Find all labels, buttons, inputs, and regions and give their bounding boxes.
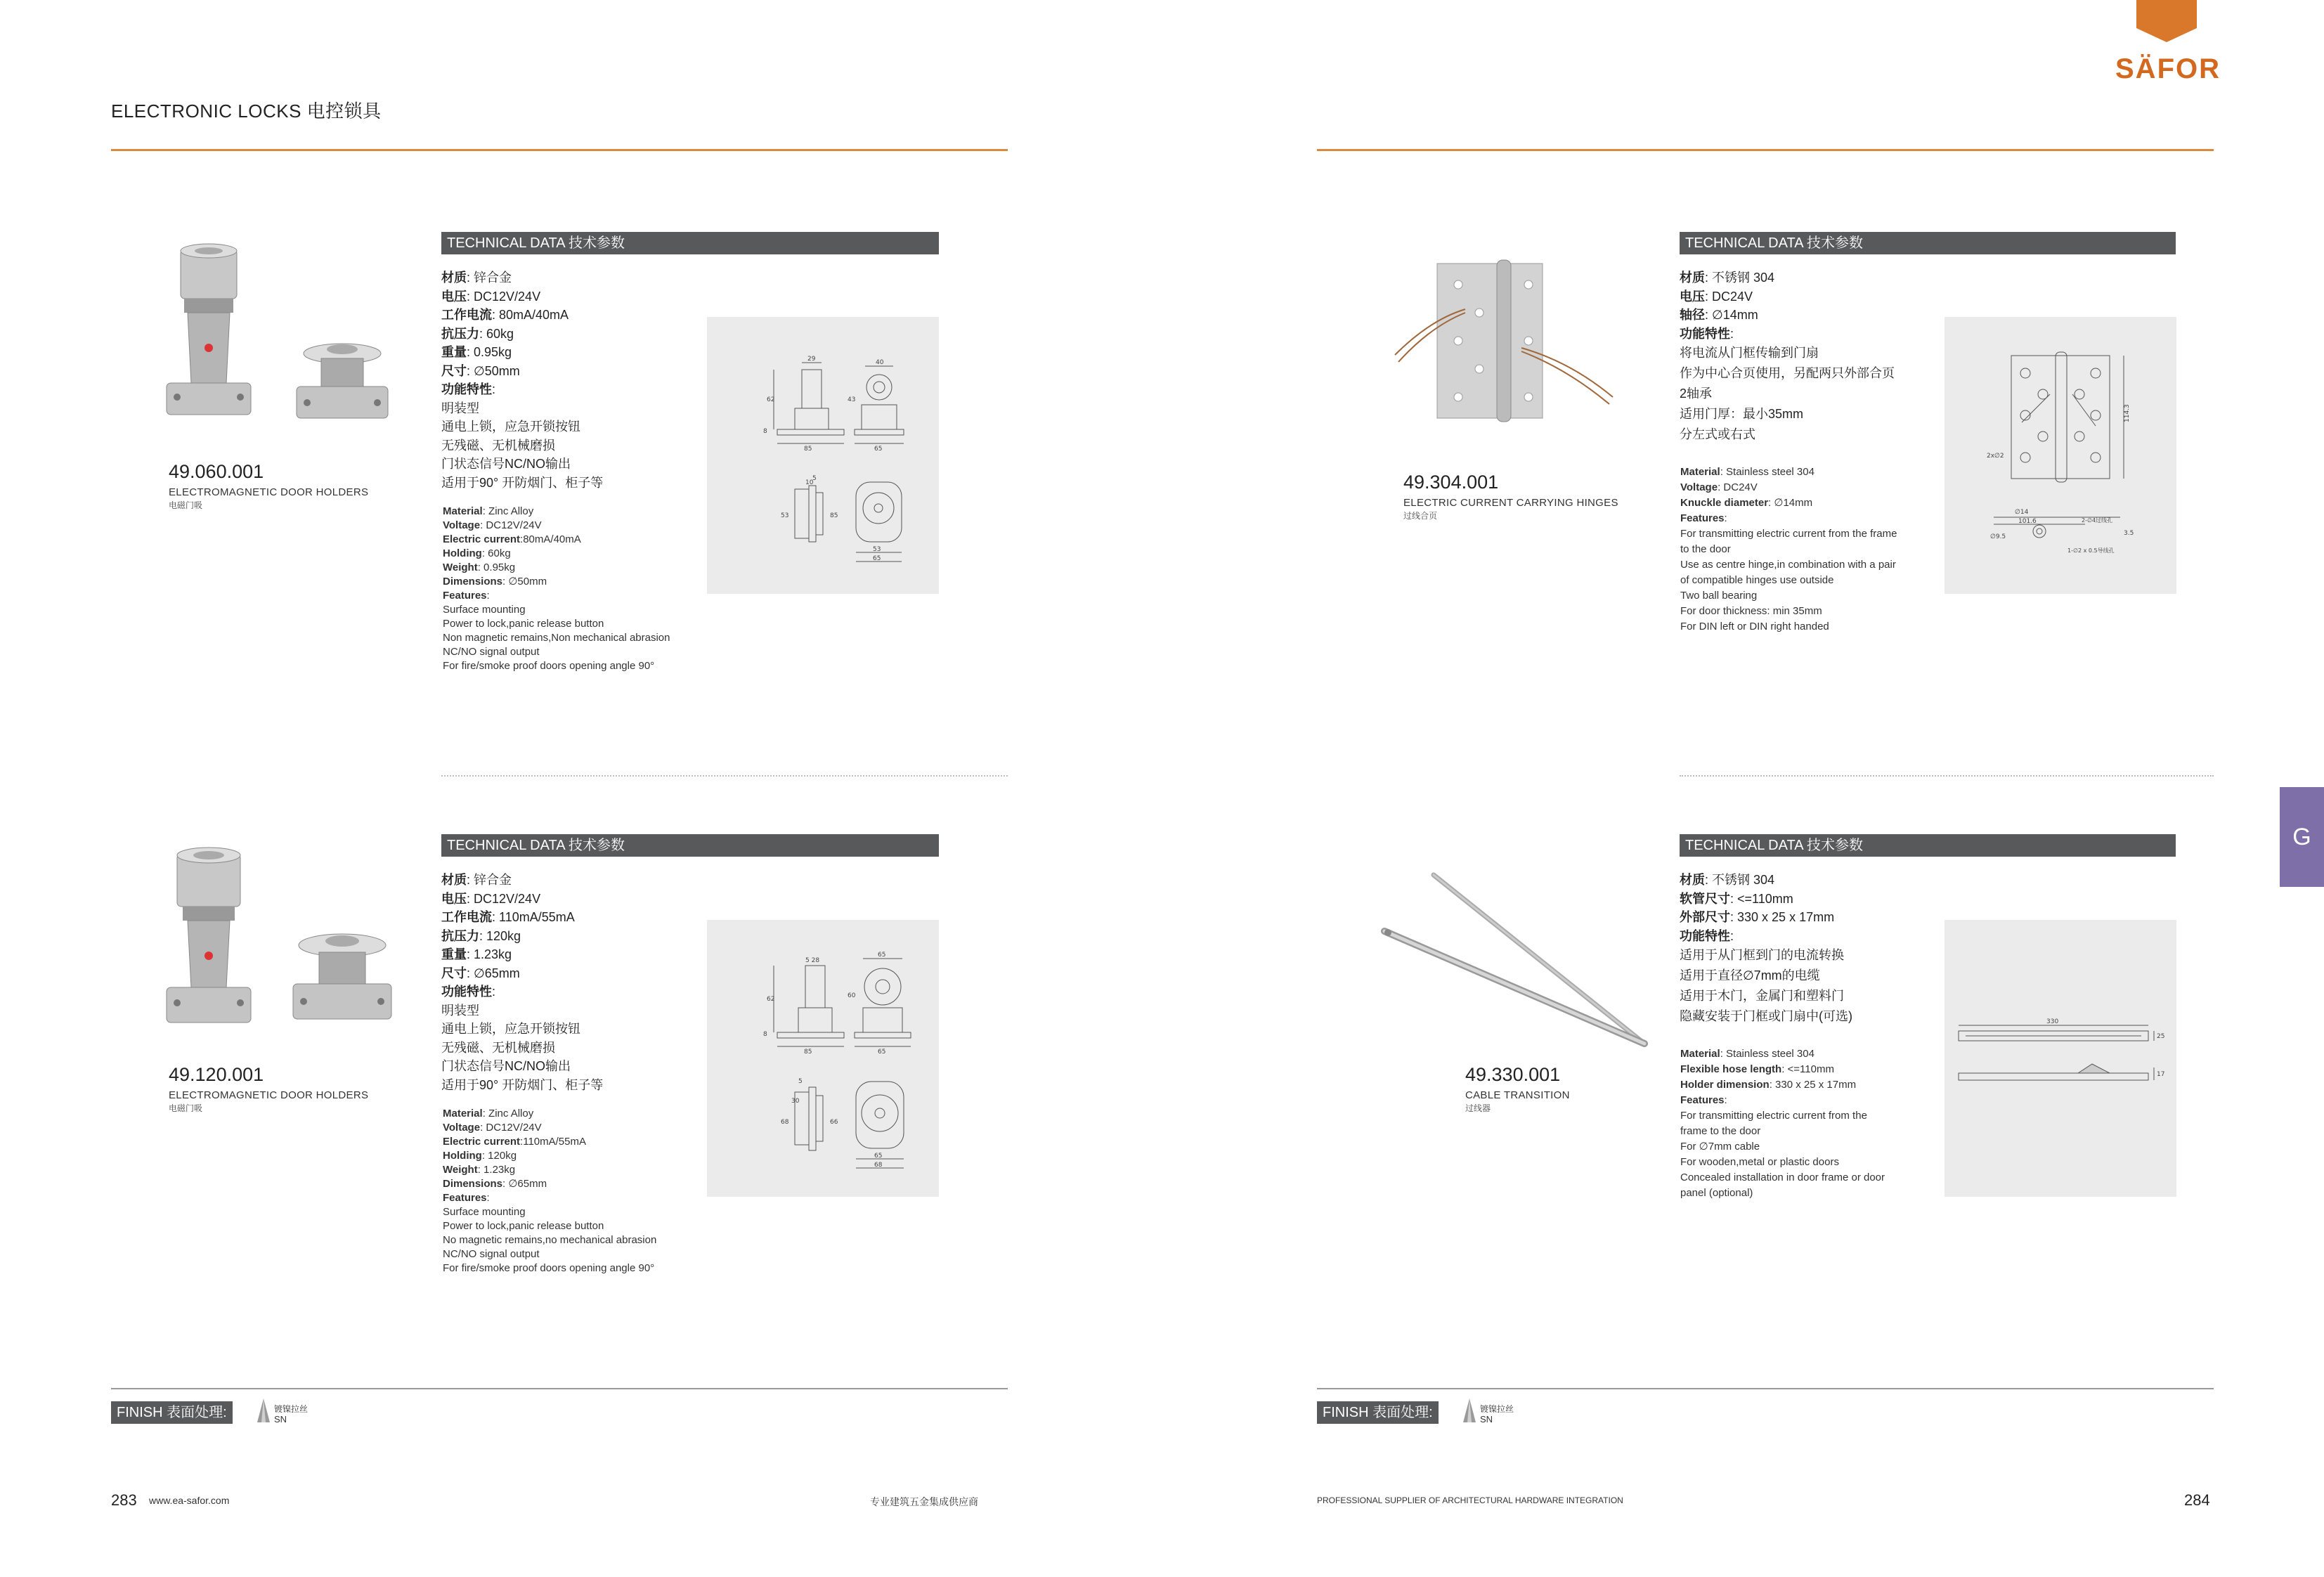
- spec-row: Voltage: DC12V/24V: [443, 1122, 542, 1134]
- spec-row: Material: Zinc Alloy: [443, 505, 534, 517]
- dim-label: 2-∅4过线孔: [2082, 517, 2113, 524]
- technical-drawing: [1945, 317, 2176, 594]
- finish-rule-right: [1317, 1388, 2214, 1389]
- spec-row: 抗压力: 120kg: [441, 928, 521, 943]
- feature-line: No magnetic remains,no mechanical abrasion: [443, 1234, 657, 1246]
- spec-row: Electric current:80mA/40mA: [443, 533, 581, 545]
- dim-label: 85: [804, 1049, 812, 1056]
- spec-row: Weight: 0.95kg: [443, 562, 516, 573]
- spec-row: 材质: 锌合金: [441, 271, 512, 285]
- spec-row: 功能特性:: [441, 985, 496, 999]
- feature-line: For fire/smoke proof doors opening angle 90°: [443, 1262, 655, 1274]
- feature-line: For transmitting electric current from the frame: [1680, 528, 1897, 540]
- header-rule-right: [1317, 149, 2214, 151]
- feature-line: 隐藏安装于门框或门扇中(可选): [1680, 1009, 1852, 1023]
- dim-label: 114.3: [2124, 404, 2131, 422]
- dim-label: ∅14: [2015, 509, 2029, 516]
- feature-line: 2轴承: [1680, 387, 1713, 401]
- spec-row: Weight: 1.23kg: [443, 1164, 516, 1176]
- feature-line: For fire/smoke proof doors opening angle 90°: [443, 660, 655, 672]
- feature-line: 适用于直径∅7mm的电缆: [1680, 968, 1820, 982]
- feature-line: For DIN left or DIN right handed: [1680, 621, 1829, 632]
- feature-line: 门状态信号NC/NO输出: [441, 457, 571, 471]
- spec-row: Material: Stainless steel 304: [1680, 1048, 1815, 1060]
- section-title: ELECTRONIC LOCKS 电控锁具: [111, 100, 382, 122]
- feature-line: 无残磁、无机械磨损: [441, 1040, 555, 1055]
- spec-row: Knuckle diameter: ∅14mm: [1680, 497, 1813, 509]
- dim-label: 68: [781, 1119, 789, 1126]
- dim-label: 65: [878, 952, 886, 959]
- section-tab-g[interactable]: G: [2280, 787, 2324, 887]
- feature-line: Two ball bearing: [1680, 590, 1758, 602]
- spec-row: Features:: [1680, 1094, 1727, 1106]
- dim-label: 85: [830, 512, 838, 519]
- tech-data-header: TECHNICAL DATA 技术参数: [1680, 834, 2176, 857]
- spec-row: 功能特性:: [441, 382, 496, 396]
- product-code: 49.304.001: [1403, 472, 1499, 493]
- tech-data-header: TECHNICAL DATA 技术参数: [441, 834, 939, 857]
- technical-drawing: [707, 317, 939, 594]
- feature-line: 通电上锁，应急开锁按钮: [441, 420, 580, 434]
- dim-label: 65: [878, 1049, 886, 1056]
- product-name-cn: 过线合页: [1403, 511, 1438, 521]
- spec-row: 尺寸: ∅65mm: [441, 966, 520, 980]
- dim-label: 5: [798, 1078, 803, 1085]
- spec-row: Holder dimension: 330 x 25 x 17mm: [1680, 1079, 1857, 1091]
- spec-row: Features:: [443, 1192, 490, 1204]
- dim-label: 66: [830, 1119, 838, 1126]
- spec-row: 材质: 锌合金: [441, 873, 512, 887]
- dim-label: 1-∅2 x 0.5导线孔: [2067, 547, 2115, 554]
- dim-label: ∅9.5: [1990, 533, 2006, 540]
- feature-line: For door thickness: min 35mm: [1680, 605, 1822, 617]
- dim-label: 53: [781, 512, 789, 519]
- spec-row: Voltage: DC12V/24V: [443, 519, 542, 531]
- spec-row: 工作电流: 80mA/40mA: [441, 308, 569, 322]
- spec-row: Holding: 60kg: [443, 547, 511, 559]
- feature-line: 无残磁、无机械磨损: [441, 438, 555, 453]
- feature-line: frame to the door: [1680, 1125, 1761, 1137]
- spec-row: 电压: DC12V/24V: [441, 289, 541, 304]
- feature-line: Power to lock,panic release button: [443, 1220, 604, 1232]
- feature-line: For transmitting electric current from the: [1680, 1110, 1867, 1122]
- dim-label: 62: [767, 396, 775, 403]
- brand-logo: SÄFOR: [2115, 53, 2221, 84]
- spec-row: 软管尺寸: <=110mm: [1680, 891, 1793, 906]
- spec-row: 抗压力: 60kg: [441, 326, 514, 341]
- product-photo-cable-transition: [1377, 868, 1651, 1051]
- feature-line: 适用于90° 开防烟门、柜子等: [441, 1077, 604, 1092]
- footer-tagline-en: PROFESSIONAL SUPPLIER OF ARCHITECTURAL HARDWARE INTEGRATION: [1317, 1495, 1623, 1505]
- finish-swatch-icon: [256, 1398, 271, 1424]
- technical-drawing: [1945, 920, 2176, 1197]
- spec-row: 功能特性:: [1680, 928, 1734, 943]
- product-photo-door-holder-50: [163, 242, 409, 446]
- feature-line: For ∅7mm cable: [1680, 1141, 1760, 1153]
- dim-label: 101.6: [2018, 518, 2037, 525]
- feature-line: Power to lock,panic release button: [443, 618, 604, 630]
- dim-label: 5: [812, 475, 817, 482]
- dim-label: 85: [804, 446, 812, 453]
- spec-list-en: [1680, 465, 1897, 635]
- spec-row: 轴径: ∅14mm: [1680, 308, 1758, 322]
- dim-label: 65: [874, 446, 883, 453]
- dim-label: 68: [874, 1162, 883, 1169]
- feature-line: 作为中心合页使用，另配两只外部合页: [1680, 366, 1895, 380]
- dim-label: 65: [873, 555, 881, 562]
- tech-data-header: TECHNICAL DATA 技术参数: [441, 232, 939, 254]
- feature-line: Concealed installation in door frame or door: [1680, 1172, 1885, 1183]
- product-code: 49.060.001: [169, 461, 264, 482]
- dim-label: 62: [767, 996, 775, 1003]
- spec-row: 重量: 0.95kg: [441, 345, 512, 359]
- spec-row: Material: Zinc Alloy: [443, 1108, 534, 1120]
- finish-name-en: SN: [274, 1414, 287, 1425]
- product-name-cn: 电磁门吸: [169, 500, 203, 510]
- spec-row: Dimensions: ∅50mm: [443, 576, 547, 588]
- finish-label: FINISH 表面处理:: [111, 1401, 233, 1424]
- product-code: 49.330.001: [1465, 1064, 1561, 1085]
- feature-line: 适用于木门，金属门和塑料门: [1680, 989, 1844, 1003]
- product-name-cn: 过线器: [1465, 1103, 1491, 1113]
- spec-list-cn: [441, 268, 603, 492]
- dim-label: 25: [2157, 1033, 2165, 1040]
- page-number-left: 283: [111, 1491, 137, 1509]
- spec-list-en: [443, 1107, 656, 1276]
- dim-label: 3.5: [2124, 530, 2134, 537]
- page-number-right: 284: [2184, 1491, 2210, 1509]
- spec-row: 外部尺寸: 330 x 25 x 17mm: [1680, 910, 1835, 924]
- feature-line: 适用于90° 开防烟门、柜子等: [441, 475, 604, 490]
- header-rule-left: [111, 149, 1008, 151]
- divider-dotted: [1680, 775, 2214, 777]
- product-name-en: ELECTROMAGNETIC DOOR HOLDERS: [169, 1089, 369, 1101]
- dim-label: 65: [874, 1153, 883, 1160]
- spec-row: Voltage: DC24V: [1680, 481, 1758, 493]
- feature-line: Use as centre hinge,in combination with a pair: [1680, 559, 1896, 571]
- finish-label: FINISH 表面处理:: [1317, 1401, 1439, 1424]
- spec-list-cn: [1680, 871, 1852, 1027]
- spec-row: 电压: DC24V: [1680, 289, 1753, 304]
- spec-row: Features:: [443, 590, 490, 602]
- spec-row: Dimensions: ∅65mm: [443, 1178, 547, 1190]
- dim-label: 40: [876, 359, 884, 366]
- spec-row: Holding: 120kg: [443, 1150, 517, 1162]
- feature-line: NC/NO signal output: [443, 646, 540, 658]
- feature-line: 通电上锁，应急开锁按钮: [441, 1022, 580, 1036]
- dim-label: 2x∅2: [1987, 453, 2004, 460]
- finish-rule-left: [111, 1388, 1008, 1389]
- spec-row: 功能特性:: [1680, 326, 1734, 341]
- dim-label: 8: [763, 428, 767, 435]
- website-link[interactable]: www.ea-safor.com: [149, 1495, 230, 1506]
- dim-label: 30: [791, 1098, 800, 1105]
- dim-label: 60: [848, 992, 856, 999]
- product-code: 49.120.001: [169, 1064, 264, 1085]
- feature-line: 门状态信号NC/NO输出: [441, 1059, 571, 1073]
- dim-label: 5 28: [805, 957, 820, 964]
- spec-row: Material: Stainless steel 304: [1680, 466, 1815, 478]
- feature-line: Non magnetic remains,Non mechanical abrasion: [443, 632, 670, 644]
- dim-label: 330: [2046, 1018, 2059, 1025]
- dim-label: 29: [807, 356, 816, 363]
- product-name-en: ELECTRIC CURRENT CARRYING HINGES: [1403, 497, 1618, 509]
- spec-row: 材质: 不锈钢 304: [1680, 873, 1775, 887]
- spec-list-en: [443, 505, 670, 673]
- spec-list-cn: [441, 871, 603, 1094]
- dim-label: 43: [848, 396, 856, 403]
- finish-swatch-icon: [1462, 1398, 1477, 1424]
- finish-name-cn: 镀镍拉丝: [274, 1404, 309, 1414]
- feature-line: of compatible hinges use outside: [1680, 574, 1834, 586]
- spec-row: 尺寸: ∅50mm: [441, 363, 520, 378]
- feature-line: Surface mounting: [443, 1206, 526, 1218]
- spec-row: 材质: 不锈钢 304: [1680, 271, 1775, 285]
- feature-line: 分左式或右式: [1680, 427, 1755, 441]
- finish-name-en: SN: [1480, 1414, 1493, 1425]
- dim-label: 17: [2157, 1071, 2165, 1078]
- feature-line: NC/NO signal output: [443, 1248, 540, 1260]
- product-photo-door-holder-65: [163, 847, 409, 1051]
- product-name-en: CABLE TRANSITION: [1465, 1089, 1570, 1101]
- dim-label: 53: [873, 546, 881, 553]
- dim-label: 8: [763, 1031, 767, 1038]
- spec-row: 重量: 1.23kg: [441, 947, 512, 961]
- spec-row: Flexible hose length: <=110mm: [1680, 1063, 1834, 1075]
- feature-line: 适用门厚：最小35mm: [1680, 407, 1804, 421]
- divider-dotted: [441, 775, 1008, 777]
- feature-line: 明装型: [441, 1003, 479, 1018]
- product-photo-hinge: [1388, 257, 1627, 425]
- technical-drawing: [707, 920, 939, 1197]
- spec-row: 电压: DC12V/24V: [441, 891, 541, 906]
- feature-line: 适用于从门框到门的电流转换: [1680, 948, 1844, 962]
- feature-line: panel (optional): [1680, 1187, 1753, 1199]
- tech-data-header: TECHNICAL DATA 技术参数: [1680, 232, 2176, 254]
- spec-row: 工作电流: 110mA/55mA: [441, 910, 575, 924]
- feature-line: For wooden,metal or plastic doors: [1680, 1156, 1839, 1168]
- product-name-en: ELECTROMAGNETIC DOOR HOLDERS: [169, 486, 369, 498]
- feature-line: to the door: [1680, 543, 1731, 555]
- product-name-cn: 电磁门吸: [169, 1103, 203, 1113]
- footer-tagline-cn: 专业建筑五金集成供应商: [870, 1496, 978, 1507]
- spec-row: Electric current:110mA/55mA: [443, 1136, 586, 1148]
- spec-row: Features:: [1680, 512, 1727, 524]
- spec-list-en: [1680, 1046, 1885, 1201]
- dim-label: 10: [805, 479, 814, 486]
- finish-name-cn: 镀镍拉丝: [1480, 1404, 1514, 1414]
- feature-line: Surface mounting: [443, 604, 526, 616]
- feature-line: 将电流从门框传输到门扇: [1680, 346, 1819, 360]
- brand-badge-icon: [2136, 0, 2197, 42]
- spec-list-cn: [1680, 268, 1895, 445]
- feature-line: 明装型: [441, 401, 479, 415]
